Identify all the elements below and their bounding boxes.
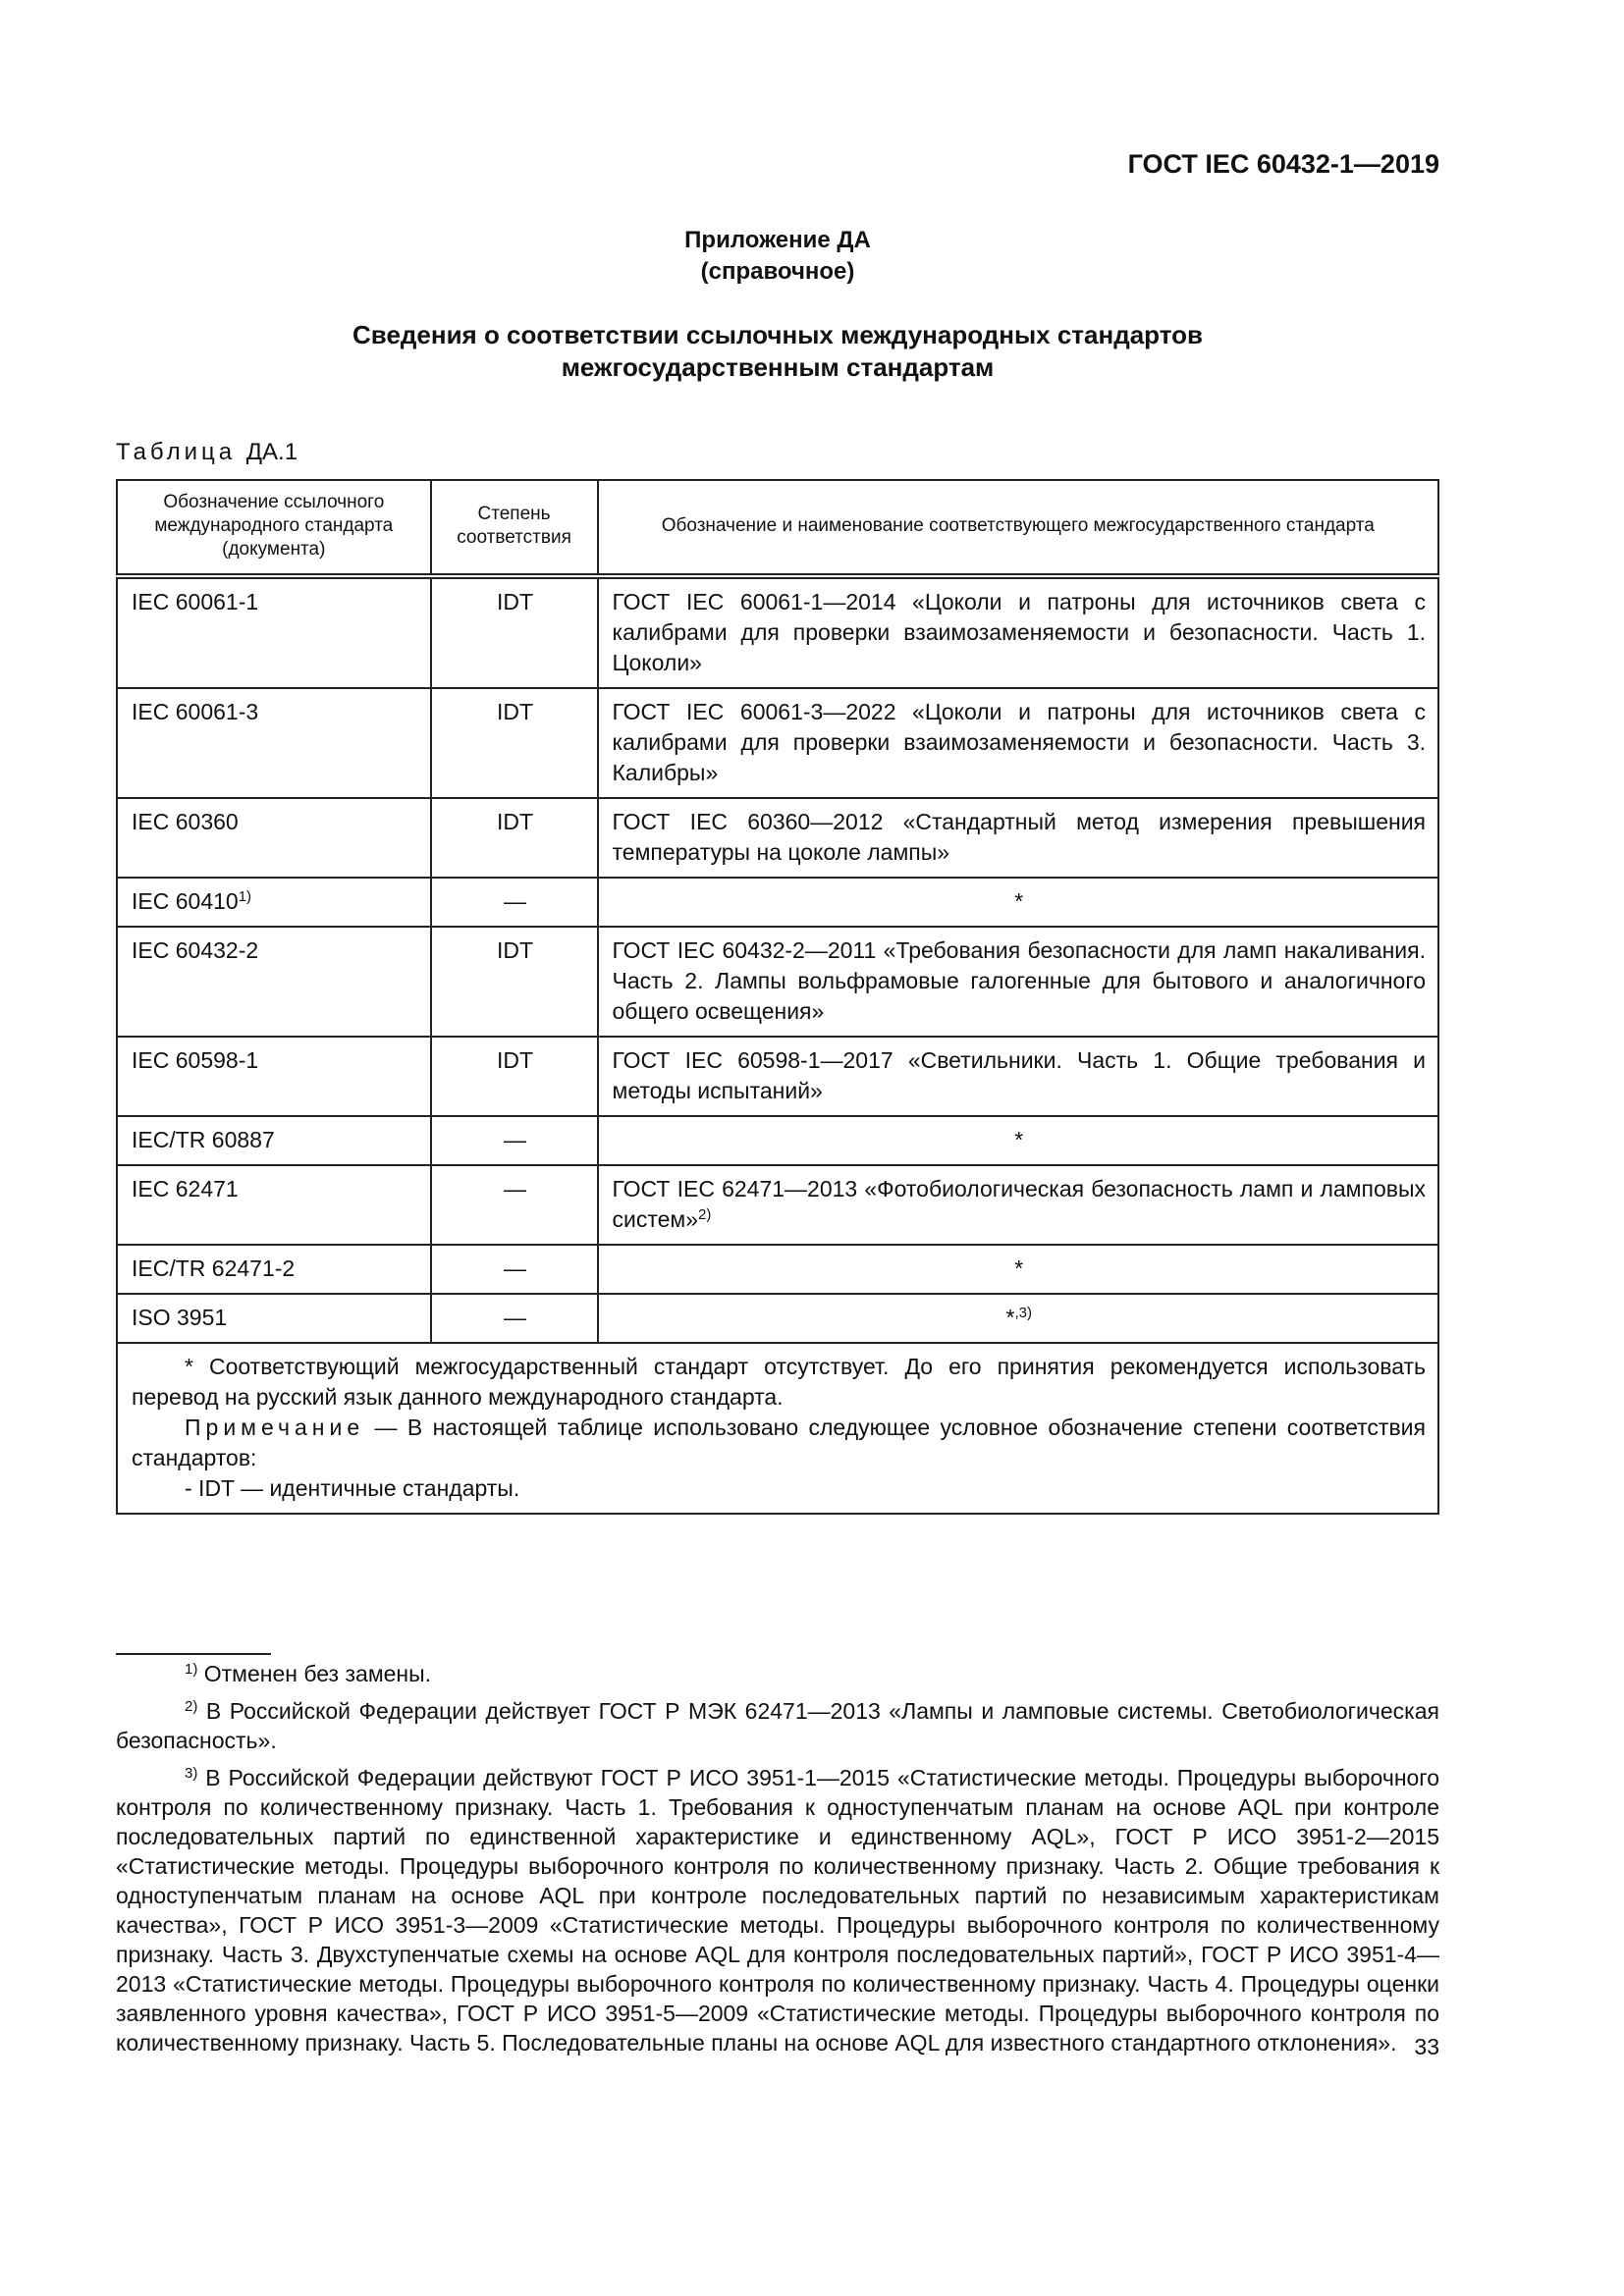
note-star: * Соответствующий межгосударственный стандарт отсутствует. До его принятия рекомендуется использовать перевод на русский язык данного международного стандарта. (132, 1354, 1426, 1410)
table-notes-row (117, 1343, 1438, 1514)
national-standard-text: ГОСТ IEC 60061-3—2022 «Цоколи и патроны для источников света с калибрами для проверки взаимозаменяемости и безопасности. Часть 3. Калибры» (612, 699, 1426, 785)
note-text: — В настоящей таблице использовано следующее условное обозначение степени соответствия стандартов: (132, 1415, 1426, 1470)
cell-reference (117, 927, 431, 1037)
reference-text: IEC/TR 62471-2 (132, 1255, 296, 1281)
cell-degree: — (431, 1116, 598, 1165)
national-standard-text: * (1005, 1305, 1015, 1330)
cell-national-standard (598, 1165, 1439, 1245)
table-caption-word: Таблица (116, 439, 237, 465)
footnote-text: В Российской Федерации действует ГОСТ Р МЭК 62471—2013 «Лампы и ламповые системы. Светобиологическая безопасность». (116, 1698, 1439, 1753)
national-standard-text: * (1014, 888, 1024, 914)
table-row (117, 576, 1438, 688)
cell-reference (117, 878, 431, 927)
correspondence-table (116, 479, 1439, 1515)
cell-national-standard (598, 576, 1439, 688)
table-row (117, 798, 1438, 878)
table-row (117, 1294, 1438, 1343)
reference-text: ISO 3951 (132, 1305, 228, 1330)
table-row (117, 1116, 1438, 1165)
cell-degree: IDT (431, 798, 598, 878)
national-standard-text: ГОСТ IEC 60360—2012 «Стандартный метод измерения превышения температуры на цоколе лампы» (612, 809, 1426, 865)
reference-text: IEC 60410 (132, 888, 239, 914)
national-standard-text: * (1014, 1255, 1024, 1281)
note-label: Примечание (185, 1415, 365, 1440)
reference-text: IEC 60432-2 (132, 937, 259, 963)
cell-degree: IDT (431, 688, 598, 798)
cell-reference (117, 1037, 431, 1116)
cell-reference (117, 1245, 431, 1294)
document-code: ГОСТ IEC 60432-1—2019 (1127, 149, 1439, 179)
header-national-standard: Обозначение и наименование соответствующего межгосударственного стандарта (598, 480, 1439, 576)
cell-national-standard (598, 1245, 1439, 1294)
footnote-text: В Российской Федерации действуют ГОСТ Р ИСО 3951-1—2015 «Статистические методы. Процедуры выборочного контроля по количественному признаку. Часть 1. Требования к одноступенчатым планам на основе AQL при контроле последовательных партий по единственной характеристике и единственному AQL», ГОСТ Р ИСО 3951-2—2015 «Статистические методы. Процедуры выборочного контроля по количественному признаку. Часть 2. Общие требования к одноступенчатым планам на основе AQL при контроле последовательных партий по независимым характеристикам качества», ГОСТ Р ИСО 3951-3—2009 «Статистические методы. Процедуры выборочного контроля по количественному признаку. Часть 3. Двухступенчатые схемы на основе AQL для контроля последовательных партий», ГОСТ Р ИСО 3951-4—2013 «Статистические методы. Процедуры выборочного контроля по количественному признаку. Часть 4. Процедуры оценки заявленного уровня качества», ГОСТ Р ИСО 3951-5—2009 «Статистические методы. Процедуры выборочного контроля по количественному признаку. Часть 5. Последовательные планы на основе AQL для известного стандартного отклонения». (116, 1765, 1439, 2056)
reference-text: IEC/TR 60887 (132, 1127, 275, 1152)
footnote-marker: 1) (238, 888, 252, 905)
cell-reference (117, 688, 431, 798)
cell-national-standard (598, 688, 1439, 798)
footnote-marker: ,3) (1014, 1305, 1032, 1321)
table-row (117, 1037, 1438, 1116)
page-number: 33 (1414, 2034, 1439, 2059)
table-row (117, 1165, 1438, 1245)
header-degree: Степень соответствия (431, 480, 598, 576)
national-standard-text: ГОСТ IEC 60598-1—2017 «Светильники. Часть 1. Общие требования и методы испытаний» (612, 1047, 1426, 1103)
footnote (116, 1763, 1439, 2057)
cell-national-standard (598, 927, 1439, 1037)
cell-national-standard (598, 878, 1439, 927)
cell-degree: IDT (431, 576, 598, 688)
cell-national-standard (598, 1037, 1439, 1116)
cell-reference (117, 798, 431, 878)
cell-reference (117, 576, 431, 688)
cell-reference (117, 1165, 431, 1245)
cell-national-standard (598, 1116, 1439, 1165)
cell-degree: — (431, 1165, 598, 1245)
footnote-marker: 2) (698, 1206, 712, 1223)
footnote-text: Отменен без замены. (197, 1661, 432, 1686)
national-standard-text: ГОСТ IEC 60432-2—2011 «Требования безопасности для ламп накаливания. Часть 2. Лампы вольфрамовые галогенные для бытового и аналогичного общего освещения» (612, 937, 1426, 1024)
footnote-mark: 2) (185, 1698, 198, 1715)
table-row (117, 1245, 1438, 1294)
footnote-separator (116, 1653, 271, 1655)
national-standard-text: ГОСТ IEC 62471—2013 «Фотобиологическая безопасность ламп и ламповых систем» (612, 1176, 1426, 1232)
table-caption-number: ДА.1 (245, 439, 298, 465)
footnotes (116, 1659, 1439, 2065)
table-header-row (117, 480, 1438, 576)
reference-text: IEC 60360 (132, 809, 239, 834)
footnote (116, 1659, 1439, 1688)
note-paragraph (132, 1413, 1426, 1473)
table-row (117, 878, 1438, 927)
reference-text: IEC 60598-1 (132, 1047, 259, 1073)
note-idt: - IDT — идентичные стандарты. (185, 1475, 520, 1501)
national-standard-text: * (1014, 1127, 1024, 1152)
cell-degree: — (431, 1245, 598, 1294)
table-notes (117, 1343, 1438, 1514)
heading-line-1: Сведения о соответствии ссылочных международных стандартов (352, 320, 1203, 349)
footnote-mark: 1) (185, 1661, 198, 1678)
table-body (117, 576, 1438, 1343)
cell-national-standard (598, 798, 1439, 878)
footnote (116, 1696, 1439, 1755)
appendix-subtitle: (справочное) (700, 258, 855, 285)
heading-line-2: межгосударственным стандартам (561, 352, 995, 382)
cell-degree: IDT (431, 1037, 598, 1116)
appendix-title: Приложение ДА (684, 227, 871, 253)
footnote-mark: 3) (185, 1765, 198, 1782)
national-standard-text: ГОСТ IEC 60061-1—2014 «Цоколи и патроны для источников света с калибрами для проверки взаимозаменяемости и безопасности. Часть 1. Цоколи» (612, 589, 1426, 675)
cell-degree: — (431, 1294, 598, 1343)
reference-text: IEC 60061-3 (132, 699, 259, 724)
table-row (117, 688, 1438, 798)
cell-degree: IDT (431, 927, 598, 1037)
appendix-heading (116, 319, 1439, 384)
reference-text: IEC 62471 (132, 1176, 239, 1201)
reference-text: IEC 60061-1 (132, 589, 259, 614)
header-reference-standard: Обозначение ссылочного международного стандарта (документа) (117, 480, 431, 576)
cell-degree: — (431, 878, 598, 927)
cell-reference (117, 1294, 431, 1343)
cell-national-standard (598, 1294, 1439, 1343)
table-row (117, 927, 1438, 1037)
cell-reference (117, 1116, 431, 1165)
table-caption (116, 439, 298, 466)
